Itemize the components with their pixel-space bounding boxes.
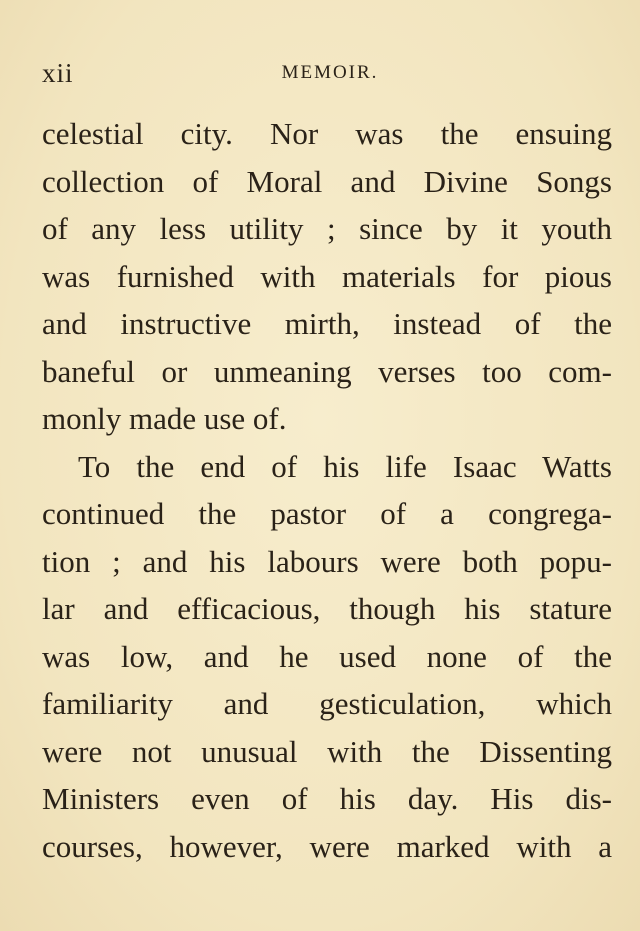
text-line: tion ; and his labours were both popu- <box>42 543 612 579</box>
text-line: of any less utility ; since by it youth <box>42 211 612 246</box>
paragraph-2 <box>42 443 612 871</box>
running-title: MEMOIR. <box>281 62 379 83</box>
text-line: was furnished with materials for pious <box>42 258 612 294</box>
paragraph-1 <box>42 110 612 443</box>
text-line: monly made use of. <box>42 401 287 436</box>
body-text <box>42 110 612 870</box>
page-number: xii <box>42 58 74 88</box>
text-line: baneful or unmeaning verses too com- <box>42 353 612 389</box>
text-line: collection of Moral and Divine Songs <box>42 163 612 199</box>
text-line: Ministers even of his day. His dis- <box>42 781 612 816</box>
text-line: was low, and he used none of the <box>42 638 612 674</box>
text-line: courses, however, were marked with a <box>42 828 612 864</box>
text-line: celestial city. Nor was the ensuing <box>42 116 612 151</box>
text-line: and instructive mirth, instead of the <box>42 306 612 341</box>
text-line: continued the pastor of a congrega- <box>42 496 612 531</box>
text-line: To the end of his life Isaac Watts <box>78 448 612 484</box>
page-header <box>42 58 612 88</box>
text-line: were not unusual with the Dissenting <box>42 733 612 769</box>
text-line: lar and efficacious, though his stature <box>42 591 612 626</box>
text-line: familiarity and gesticulation, which <box>42 686 612 721</box>
